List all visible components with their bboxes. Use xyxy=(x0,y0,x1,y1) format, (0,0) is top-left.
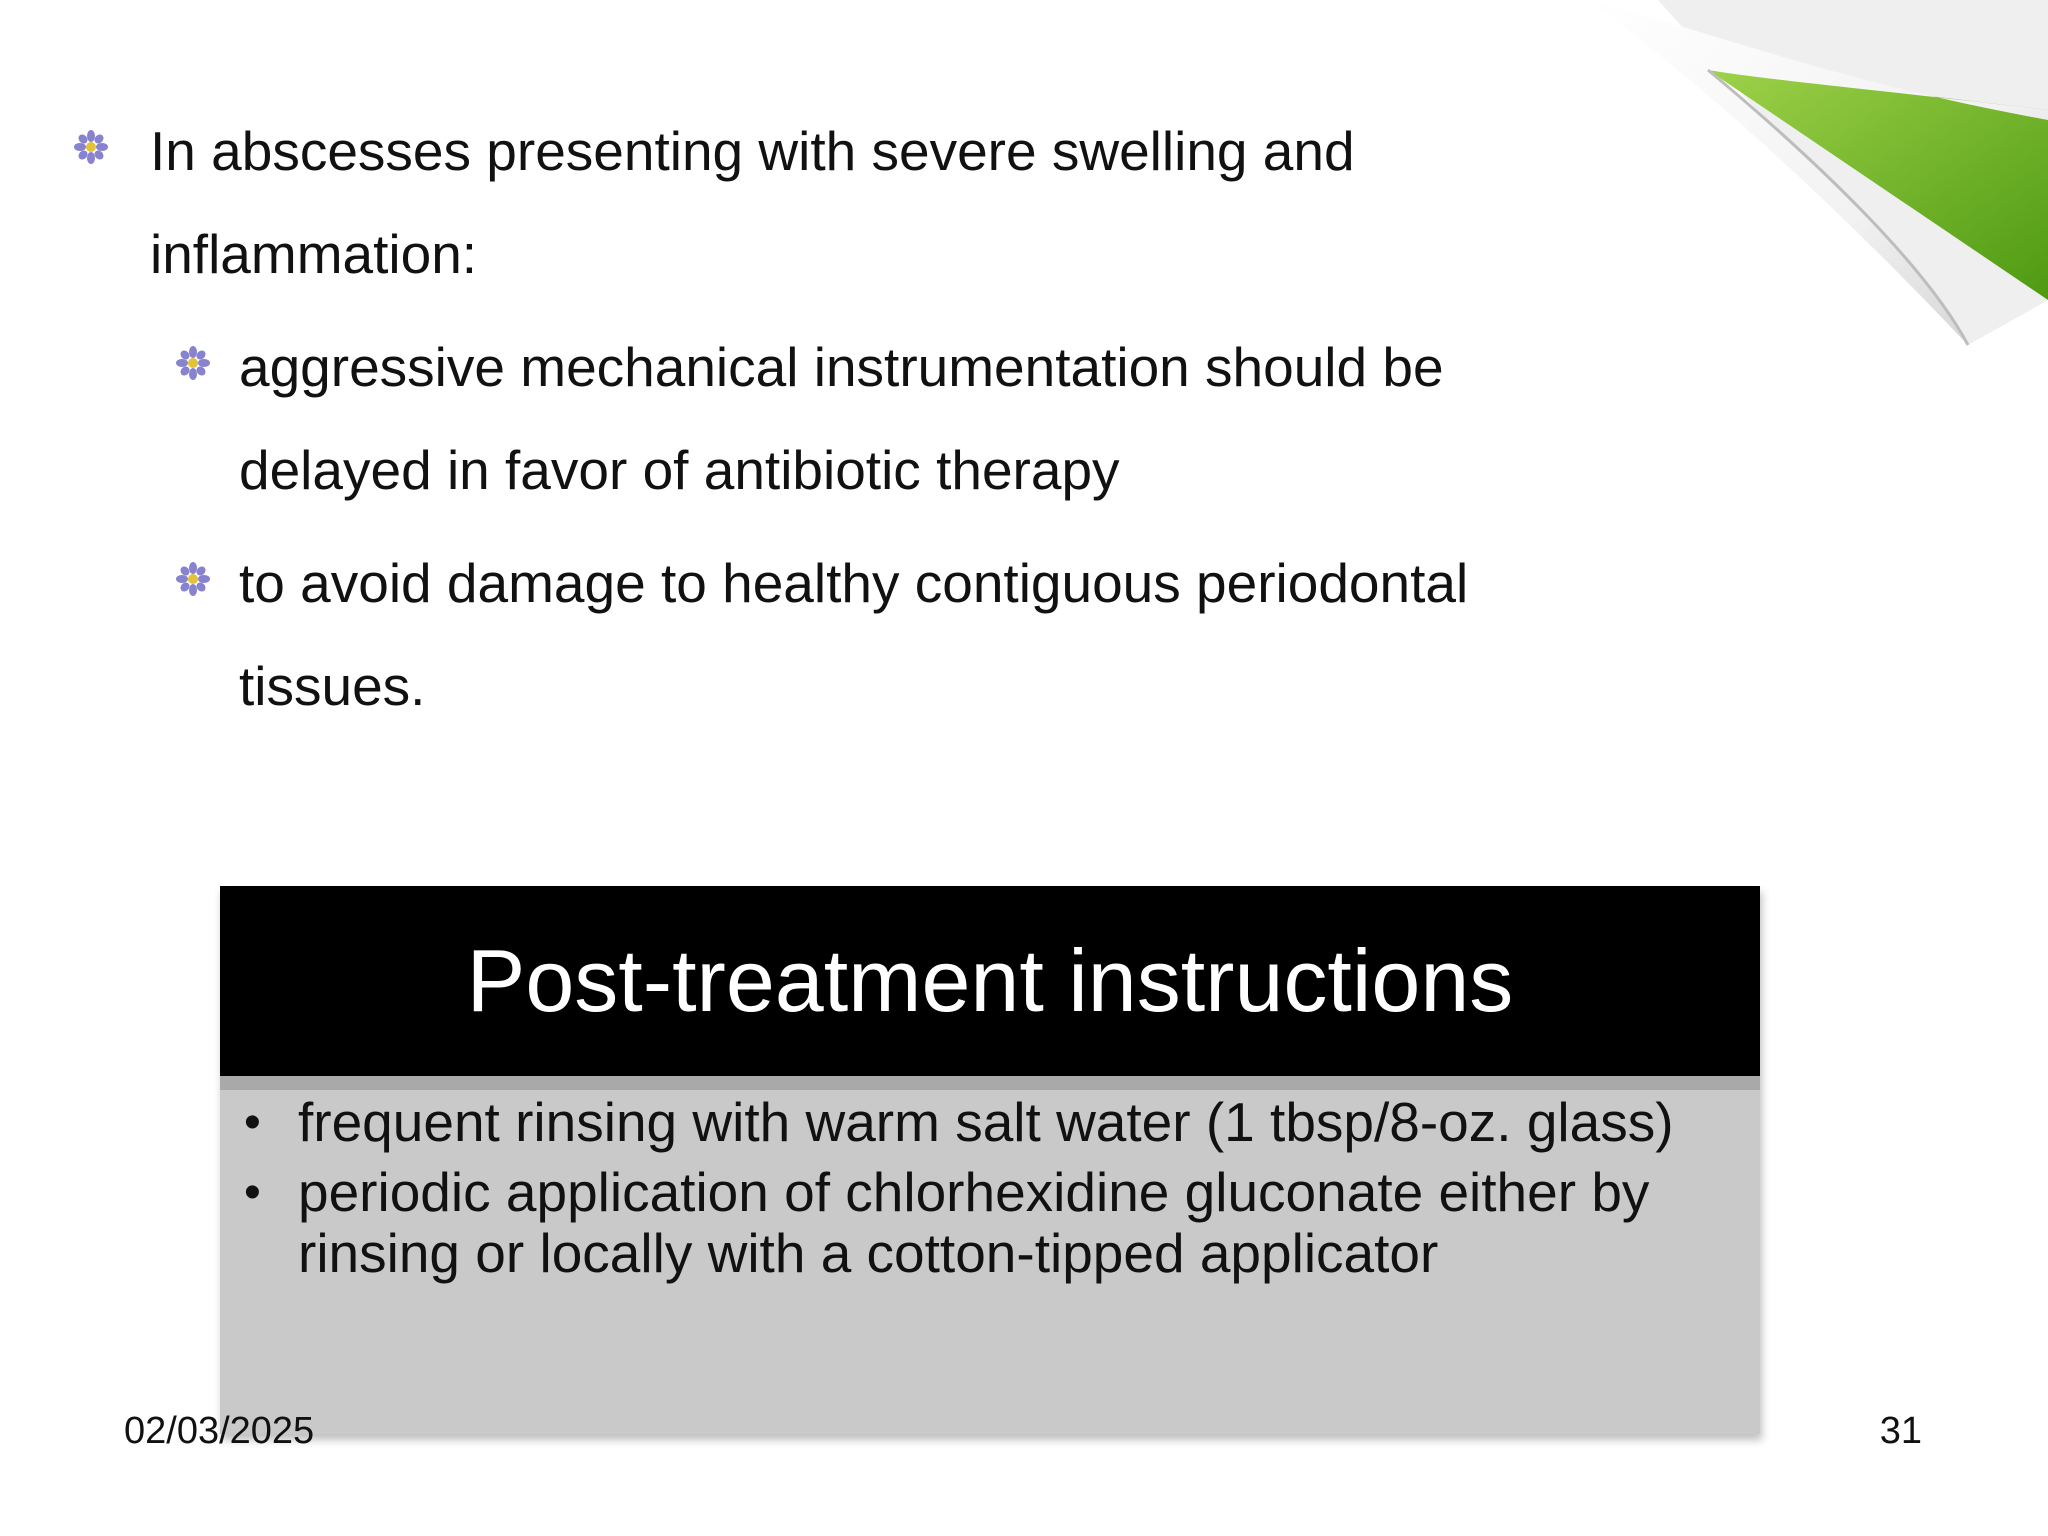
dot-icon: • xyxy=(244,1166,261,1219)
bullet-text: aggressive mechanical instrumentation should be delayed in favor of antibiotic therapy xyxy=(239,336,1444,501)
bullet-main xyxy=(150,100,1480,306)
callout-list-item xyxy=(244,1161,1738,1284)
footer-date: 02/03/2025 xyxy=(124,1410,315,1452)
page-number: 31 xyxy=(1879,1410,1922,1452)
callout-title: Post-treatment instructions xyxy=(220,886,1760,1076)
flower-bullet-icon xyxy=(176,562,210,596)
dot-icon: • xyxy=(244,1096,261,1149)
post-treatment-callout xyxy=(220,886,1760,1434)
bullet-text: In abscesses presenting with severe swelling and inflammation: xyxy=(150,120,1355,285)
callout-divider xyxy=(220,1076,1760,1090)
bullet-sub xyxy=(239,532,1569,738)
bullet-sub xyxy=(239,316,1569,522)
callout-list-item xyxy=(244,1091,1738,1153)
flower-bullet-icon xyxy=(176,346,210,380)
callout-item-text: periodic application of chlorhexidine gluconate either by rinsing or locally with a cotton-tipped applicator xyxy=(298,1161,1650,1284)
callout-body xyxy=(220,1090,1760,1434)
bullet-text: to avoid damage to healthy contiguous periodontal tissues. xyxy=(239,552,1469,717)
callout-item-text: frequent rinsing with warm salt water (1 tbsp/8-oz. glass) xyxy=(298,1091,1674,1153)
flower-bullet-icon xyxy=(74,130,108,164)
